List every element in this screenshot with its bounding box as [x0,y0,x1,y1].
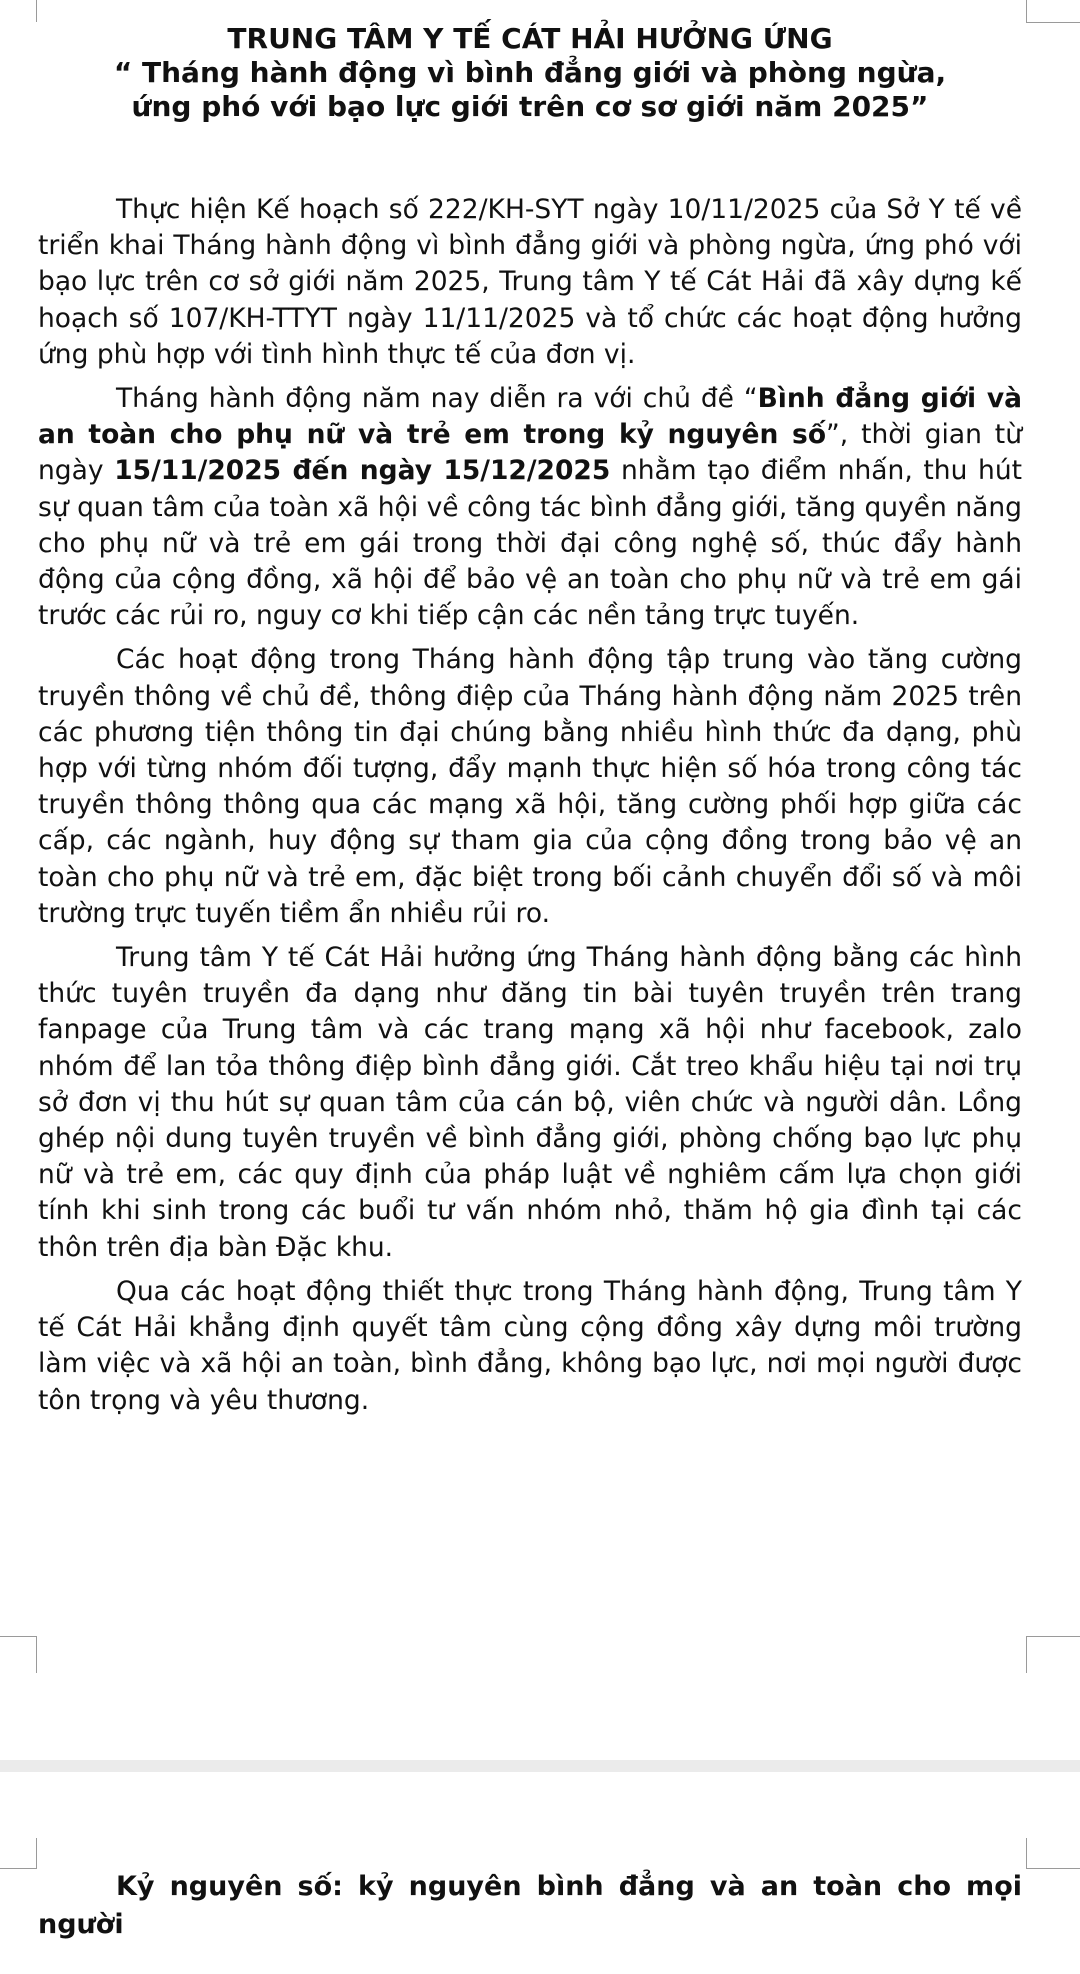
paragraph-3: Các hoạt động trong Tháng hành động tập trung vào tăng cường truyền thông về chủ đề, thông điệp của Tháng hành động năm 2025 trên các phương tiện thông tin đại chúng bằng nhiều hình thức đa dạng, phù hợp với từng nhóm đối tượng, đẩy mạnh thực hiện số hóa trong công tác truyền thông thông qua các mạng xã hội, tăng cường phối hợp giữa các cấp, các ngành, huy động sự tham gia của cộng đồng trong bảo vệ an toàn cho phụ nữ và trẻ em, đặc biệt trong bối cảnh chuyển đổi số và môi trường trực tuyến tiềm ẩn nhiều rủi ro. [38,644,1022,929]
header-line-1: TRUNG TÂM Y TẾ CÁT HẢI HƯỞNG ỨNG [227,22,833,55]
paragraph-5: Qua các hoạt động thiết thực trong Tháng hành động, Trung tâm Y tế Cát Hải khẳng định quyết tâm cùng cộng đồng xây dựng môi trường làm việc và xã hội an toàn, bình đẳng, không bạo lực, nơi mọi người được tôn trọng và yêu thương. [38,1275,1022,1416]
crop-mark-bottom-right [1026,1636,1080,1673]
document-header [38,22,1022,124]
paragraph-2-text-e: nhằm tạo điểm nhấn, thu hút sự quan tâm của toàn xã hội về công tác bình đẳng giới, tăng quyền năng cho phụ nữ và trẻ em gái trong thời đại công nghệ số, thúc đẩy hành động của cộng đồng, xã hội để bảo vệ an toàn cho phụ nữ và trẻ em gái trước các rủi ro, nguy cơ khi tiếp cận các nền tảng trực tuyến. [38,455,1023,632]
crop-mark-top-left [0,0,37,22]
paragraph-2-text-c: ”, thời gian từ ngày [38,419,1022,487]
slogan-text: Kỷ nguyên số: kỷ nguyên bình đẳng và an toàn cho mọi người [38,1871,1022,1940]
header-line-2: “ Tháng hành động vì bình đẳng giới và phòng ngừa, [113,56,947,89]
paragraph-2-theme: Bình đẳng giới và an toàn cho phụ nữ và trẻ em trong kỷ nguyên số [38,383,1022,451]
crop-mark-top-right [1026,1838,1080,1869]
page-separator [0,1760,1080,1772]
paragraph-1: Thực hiện Kế hoạch số 222/KH-SYT ngày 10/11/2025 của Sở Y tế về triển khai Tháng hành động vì bình đẳng giới và phòng ngừa, ứng phó với bạo lực trên cơ sở giới năm 2025, Trung tâm Y tế Cát Hải đã xây dựng kế hoạch số 107/KH-TTYT ngày 11/11/2025 và tổ chức các hoạt động hưởng ứng phù hợp với tình hình thực tế của đơn vị. [38,194,1022,370]
document-page-2 [0,1772,1080,1974]
crop-mark-top-left [0,1838,37,1869]
paragraph-2-text-a: Tháng hành động năm nay diễn ra với chủ đề “ [116,383,758,415]
header-line-3: ứng phó với bạo lực giới trên cơ sơ giới năm 2025” [131,90,929,123]
crop-mark-bottom-left [0,1636,37,1673]
crop-mark-top-right [1026,0,1080,23]
paragraph-2 [38,381,1022,634]
document-body [38,192,1022,1427]
paragraph-2-dates: 15/11/2025 đến ngày 15/12/2025 [114,455,611,487]
paragraph-4: Trung tâm Y tế Cát Hải hưởng ứng Tháng hành động bằng các hình thức tuyên truyền đa dạng như đăng tin bài tuyên truyền trên trang fanpage của Trung tâm và các trang mạng xã hội như facebook, zalo nhóm để lan tỏa thông điệp bình đẳng giới. Cắt treo khẩu hiệu tại nơi trụ sở đơn vị thu hút sự quan tâm của cán bộ, viên chức và người dân. Lồng ghép nội dung tuyên truyền về bình đẳng giới, phòng chống bạo lực phụ nữ và trẻ em, các quy định của pháp luật về nghiêm cấm lựa chọn giới tính khi sinh trong các buổi tư vấn nhóm nhỏ, thăm hộ gia đình tại các thôn trên địa bàn Đặc khu. [38,942,1022,1263]
